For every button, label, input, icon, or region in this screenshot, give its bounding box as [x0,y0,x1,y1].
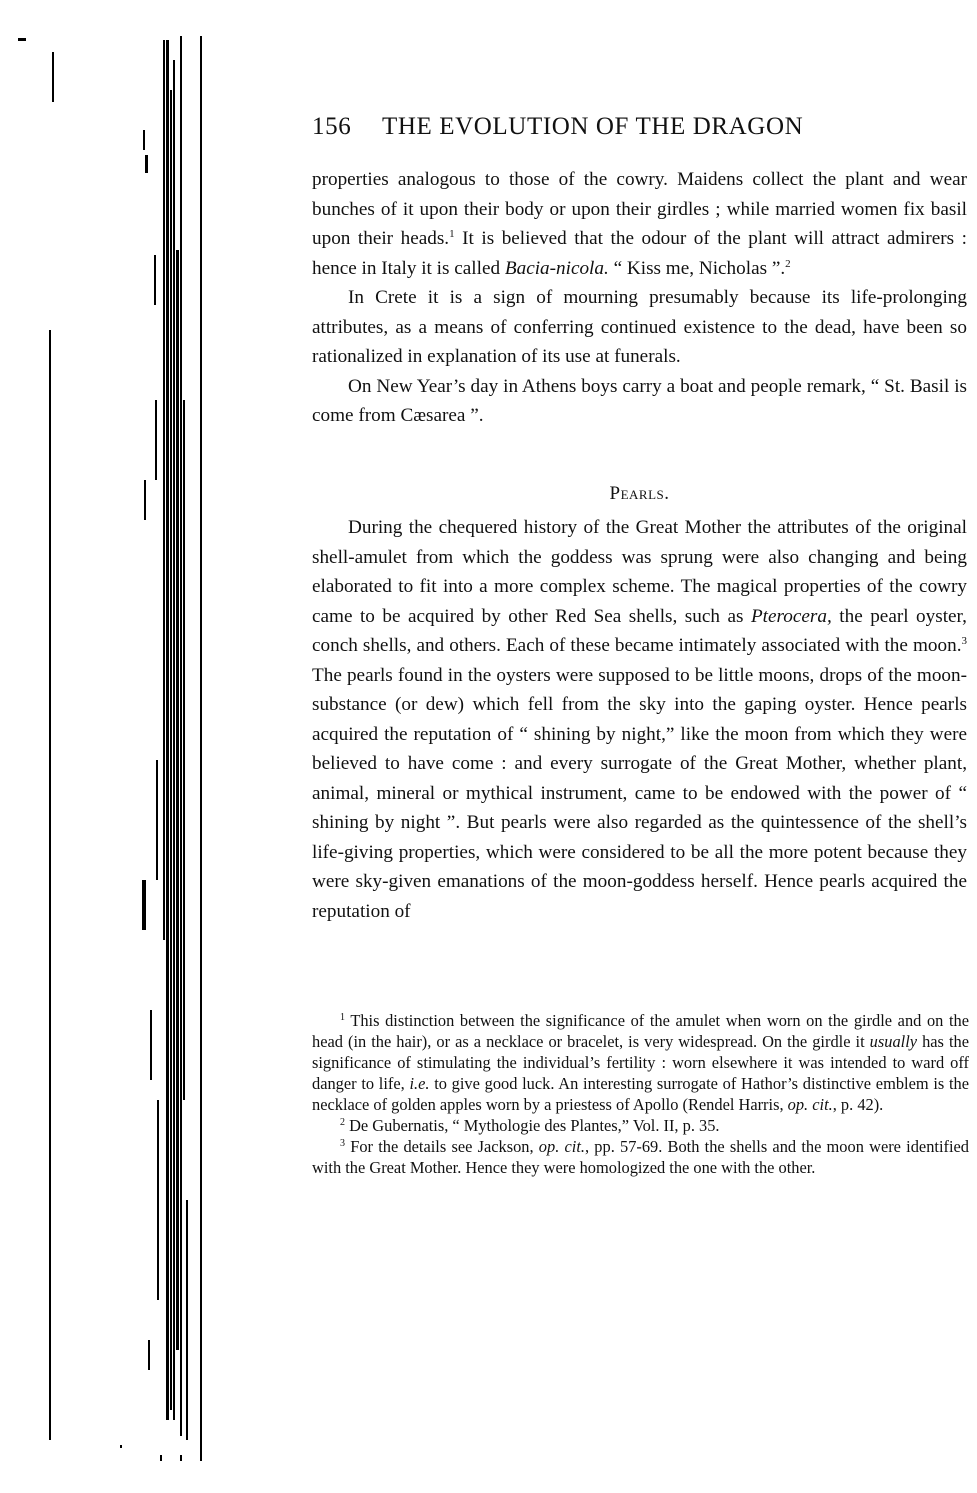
text-run: , p. 42). [832,1095,884,1114]
body-paragraph [312,283,967,372]
text-run: properties analogous to those of the cowry. Maidens collect the plant and wear bunches of it upon their body or upon their girdles ; while married women fix basil upon their heads. [312,169,967,249]
text-run: During the chequered history of the Great Mother the attributes of the original shell-amulet from which the goddess was sprung were also changing and being elaborated to fit into a more complex scheme. The magical properties of the cowry came to be acquired by other Red Sea shells, such as [312,517,967,627]
italic-text: i.e. [409,1074,430,1093]
text-run: the pearl oyster, conch shells, and others. Each of these became intimately associated with the moon. [312,605,967,656]
body-paragraph [312,372,967,431]
text-run: In Crete it is a sign of mourning presumably because its life-prolonging attributes, as a means of conferring continued existence to the dead, have been so rationalized in explanation of its use at funerals. [312,287,967,367]
text-run: It is believed that the odour of the plant will attract admirers : hence in Italy it is called [312,228,967,279]
text-run: For the details see Jackson, [345,1137,539,1156]
text-run: The pearls found in the oysters were supposed to be little moons, drops of the moon-substance (or dew) which fell from the sky into the gaping oyster. Hence pearls acquired the reputation of “ shining by night,” like the moon from which they were believed to have come : and every surrogate of the Great Mother, whether plant, animal, mineral or mythical instrument, came to be endowed with the power of “ shining by night ”. But pearls were also regarded as the quintessence of the shell’s life-giving properties, which were considered to be all the more potent because they were sky-given emanations of the moon-goddess herself. Hence pearls acquired the reputation of [312,664,967,922]
text-run: has the significance of stimulating the individual’s fertility : worn elsewhere it was intended to ward off danger to life, [312,1032,969,1093]
text-run: to give good luck. An interesting surrogate of Hathor’s distinctive emblem is the necklace of golden apples worn by a priestess of Apollo (Rendel Harris, [312,1074,969,1114]
section-heading: Pearls. [609,483,670,504]
running-header [312,113,972,153]
footnote-marker: 2 [340,1117,345,1128]
text-run: This distinction between the significance of the amulet when worn on the girdle and on the head (in the hair), or as a necklace or bracelet, is very widespread. On the girdle it [312,1011,969,1051]
footnote [312,1010,969,1115]
text-run: De Gubernatis, “ Mythologie des Plantes,” Vol. II, p. 35. [345,1116,720,1135]
running-title: THE EVOLUTION OF THE DRAGON [382,113,804,140]
footnote [312,1136,969,1178]
italic-text: op. cit. [787,1095,833,1114]
body-paragraph [312,513,967,926]
footnotes [312,1010,969,1178]
footnote-marker: 3 [961,635,967,647]
text-run: “ Kiss me, Nicholas ”. [608,257,786,279]
text-run: , pp. 57-69. Both the shells and the moon were identified with the Great Mother. Hence they were homologized the one with the other. [312,1137,969,1177]
italic-text: usually [869,1032,918,1051]
footnote-marker: 1 [449,228,455,240]
italic-text: Pterocera, [750,605,832,627]
body-text-top [312,165,967,431]
body-text-bottom [312,513,967,926]
footnote [312,1115,969,1136]
footnote-marker: 1 [340,1012,345,1023]
body-paragraph [312,165,967,283]
footnote-marker: 3 [340,1138,345,1149]
page-number: 156 [312,113,352,140]
text-run: On New Year’s day in Athens boys carry a boat and people remark, “ St. Basil is come from Cæsarea ”. [312,375,967,426]
italic-text: op. cit. [538,1137,585,1156]
italic-text: Bacia-nicola. [504,257,609,279]
binding-gutter [0,0,230,1493]
footnote-marker: 2 [785,257,791,270]
